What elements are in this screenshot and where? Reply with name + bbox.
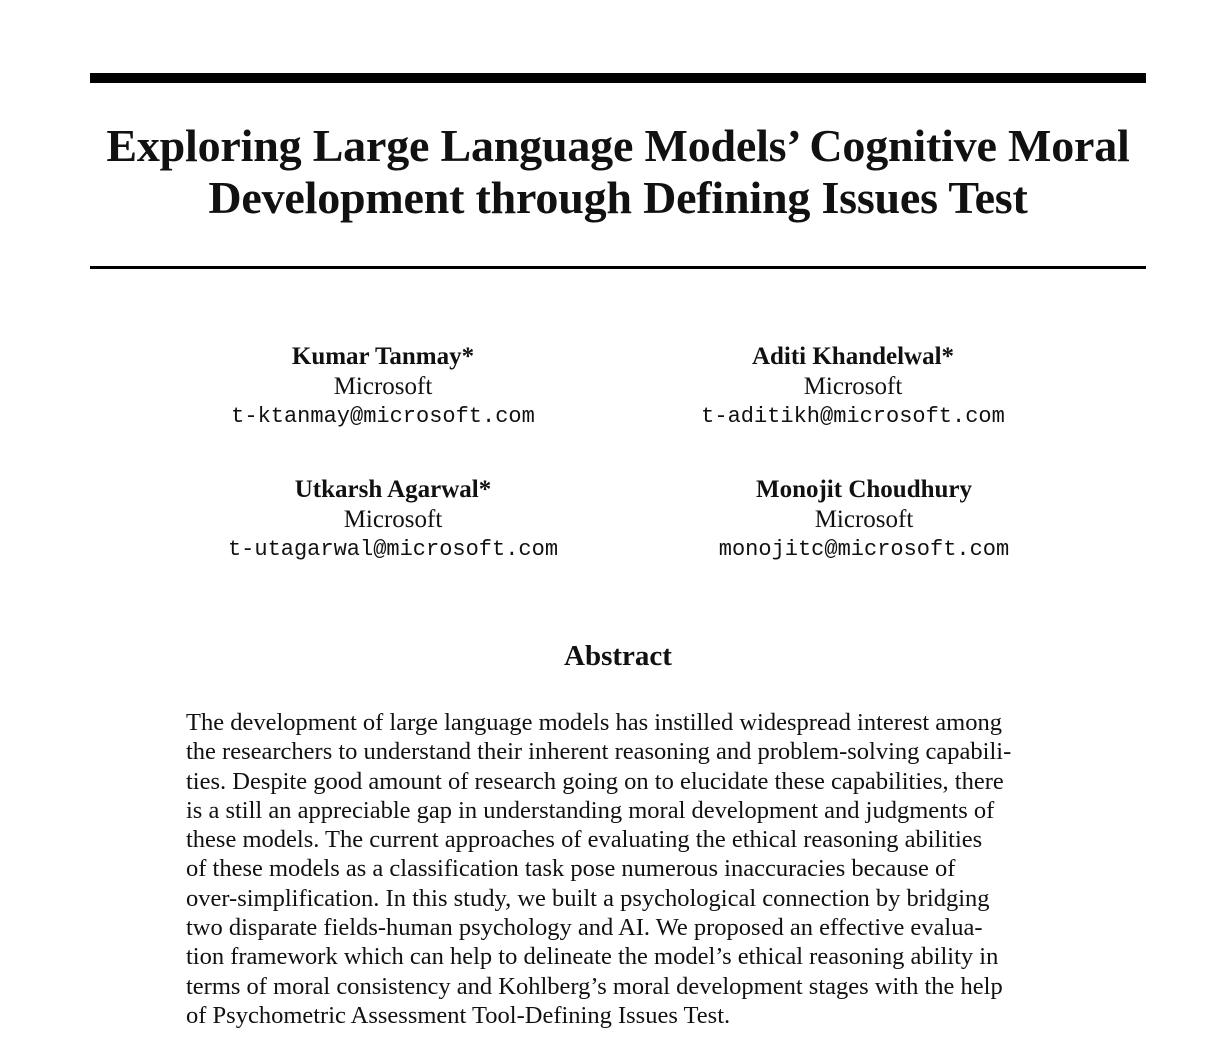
author-name: Aditi Khandelwal* xyxy=(751,343,955,370)
abstract-line: two disparate fields-human psychology and AI. We proposed an effective evalua- xyxy=(186,914,983,942)
author-block xyxy=(173,342,593,432)
author-email: monojitc@microsoft.com xyxy=(718,537,1010,562)
abstract-line: ties. Despite good amount of research going on to elucidate these capabilities, there xyxy=(186,767,1004,795)
title-top-rule xyxy=(90,73,1146,83)
author-block xyxy=(643,342,1063,432)
title-bottom-rule xyxy=(90,266,1146,269)
abstract-line: over-simplification. In this study, we built a psychological connection by bridging xyxy=(186,884,990,912)
author-email: t-aditikh@microsoft.com xyxy=(701,404,1005,429)
abstract-line: these models. The current approaches of evaluating the ethical reasoning abilities xyxy=(186,826,983,854)
author-block xyxy=(654,475,1074,565)
author-name: Monojit Choudhury xyxy=(755,476,972,503)
abstract-line: terms of moral consistency and Kohlberg’s moral development stages with the help xyxy=(186,972,1003,1000)
author-affiliation: Microsoft xyxy=(814,506,914,533)
author-email: t-ktanmay@microsoft.com xyxy=(231,404,535,429)
abstract-line: the researchers to understand their inherent reasoning and problem-solving capabili- xyxy=(186,738,1012,766)
abstract-line: is a still an appreciable gap in understanding moral development and judgments of xyxy=(186,796,995,824)
author-block xyxy=(183,475,603,565)
abstract-line: The development of large language models has instilled widespread interest among xyxy=(186,709,1002,736)
author-email: t-utagarwal@microsoft.com xyxy=(227,537,559,562)
abstract-line: of these models as a classification task pose numerous inaccuracies because of xyxy=(186,855,956,883)
paper-title-line: Development through Defining Issues Test xyxy=(208,172,1028,223)
author-affiliation: Microsoft xyxy=(333,373,433,400)
paper-title xyxy=(60,120,1176,224)
author-name: Utkarsh Agarwal* xyxy=(294,476,492,503)
author-affiliation: Microsoft xyxy=(803,373,903,400)
abstract-heading: Abstract xyxy=(564,640,672,672)
abstract-body xyxy=(186,708,1056,1030)
abstract-line: tion framework which can help to delineate the model’s ethical reasoning ability in xyxy=(186,943,999,971)
author-affiliation: Microsoft xyxy=(343,506,443,533)
paper-title-line: Exploring Large Language Models’ Cognitive Moral xyxy=(106,120,1130,171)
abstract-line: of Psychometric Assessment Tool-Defining Issues Test. xyxy=(186,1001,731,1029)
author-name: Kumar Tanmay* xyxy=(291,343,475,370)
